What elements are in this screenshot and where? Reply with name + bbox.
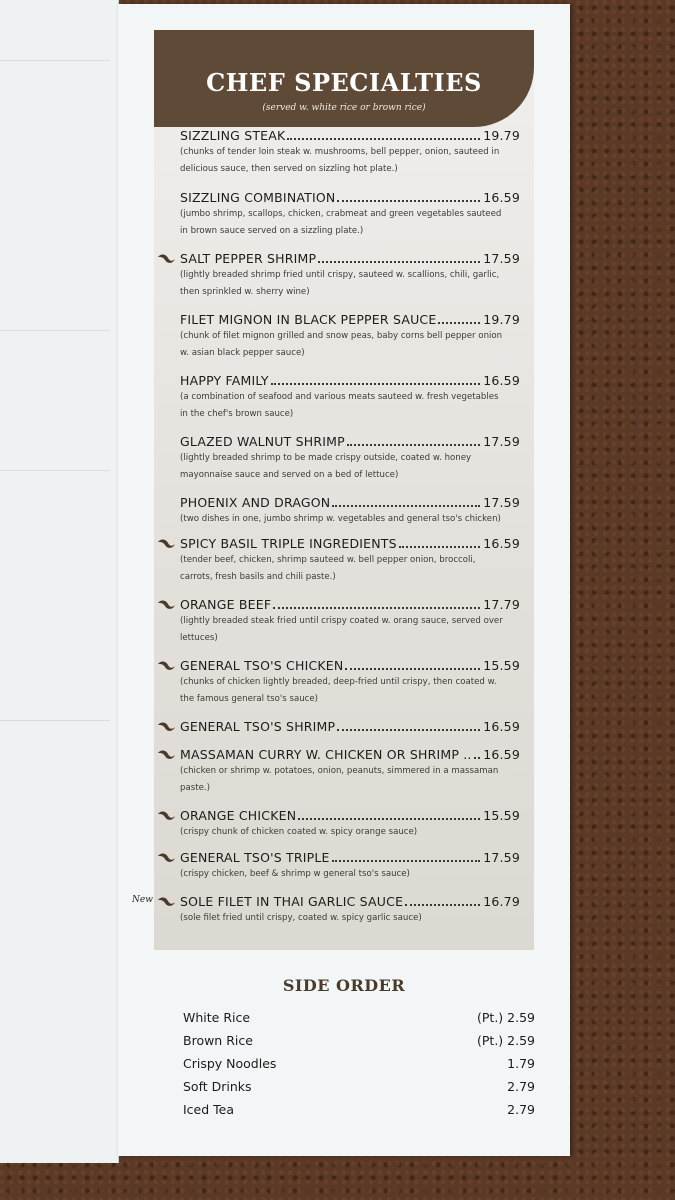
hot-pepper-icon (156, 894, 176, 908)
menu-item-name: SPICY BASIL TRIPLE INGREDIENTS (180, 536, 397, 551)
dot-leader (438, 322, 480, 324)
menu-item-price: 16.59 (483, 190, 520, 205)
menu-item-name: GLAZED WALNUT SHRIMP (180, 434, 345, 449)
menu-item-price: 19.79 (483, 312, 520, 327)
menu-item-header (180, 596, 520, 612)
menu-item-description: (crispy chicken, beef & shrimp w general tso's sauce) (180, 869, 410, 879)
menu-item-name: HAPPY FAMILY (180, 373, 269, 388)
menu-item-name: SIZZLING STEAK (180, 128, 286, 143)
dot-leader (332, 505, 480, 507)
side-order-name: Iced Tea (183, 1102, 235, 1117)
menu-item-header (180, 718, 520, 734)
side-order-row (183, 1079, 535, 1097)
page-subtitle: (served w. white rice or brown rice) (262, 103, 426, 113)
dot-leader (273, 607, 480, 609)
dot-leader (474, 757, 481, 759)
menu-item-header (180, 189, 520, 205)
page-title: CHEF SPECIALTIES (206, 68, 482, 97)
menu-item-description: (two dishes in one, jumbo shrimp w. vegetables and general tso's chicken) (180, 514, 501, 524)
menu-item-description: (lightly breaded shrimp fried until crispy, sauteed w. scallions, chili, garlic, then sprinkled w. sherry wine) (180, 270, 500, 297)
menu-item-header (180, 127, 520, 143)
divider (0, 470, 110, 471)
menu-item-description: (lightly breaded steak fried until crispy coated w. orang sauce, served over lettuces) (180, 616, 503, 643)
menu-item-name: SALT PEPPER SHRIMP (180, 251, 317, 266)
side-order-name: White Rice (183, 1010, 251, 1025)
hot-pepper-icon (156, 747, 176, 761)
menu-item-price: 17.79 (483, 597, 520, 612)
menu-item-description: (chunks of tender loin steak w. mushrooms, bell pepper, onion, sauteed in delicious sauce, then served on sizzling hot plate.) (180, 147, 500, 174)
side-order-name: Crispy Noodles (183, 1056, 277, 1071)
dot-leader (332, 860, 481, 862)
menu-item-name: SOLE FILET IN THAI GARLIC SAUCE (180, 894, 404, 909)
side-order-price: (Pt.) 2.59 (477, 1033, 535, 1048)
dot-leader (337, 729, 480, 731)
divider (0, 720, 110, 721)
side-order-price: 1.79 (507, 1056, 535, 1071)
menu-item-header (180, 311, 520, 327)
side-order-title: SIDE ORDER (282, 976, 406, 995)
menu-item-description: (chunk of filet mignon grilled and snow peas, baby corns bell pepper onion w. asian black pepper sauce) (180, 331, 503, 358)
menu-item-name: GENERAL TSO'S SHRIMP (180, 719, 336, 734)
menu-item-description: (a combination of seafood and various meats sauteed w. fresh vegetables in the chef's brown sauce) (180, 392, 499, 419)
menu-item-header (180, 250, 520, 266)
side-order-row (183, 1056, 535, 1074)
side-order-row (183, 1033, 535, 1051)
menu-item-name: MASSAMAN CURRY W. CHICKEN OR SHRIMP .. (180, 747, 472, 762)
menu-item-price: 17.59 (483, 850, 520, 865)
menu-item-name: SIZZLING COMBINATION (180, 190, 336, 205)
menu-item-description: (tender beef, chicken, shrimp sauteed w. bell pepper onion, broccoli, carrots, fresh basils and chili paste.) (180, 555, 476, 582)
chef-specialties-panel (132, 30, 534, 950)
menu-item-price: 17.59 (483, 434, 520, 449)
new-badge: New (132, 895, 153, 905)
side-order-row (183, 1102, 535, 1120)
menu-item-description: (crispy chunk of chicken coated w. spicy orange sauce) (180, 827, 418, 837)
dot-leader (318, 261, 480, 263)
specialties-banner (154, 30, 534, 127)
menu-item-description: (chicken or shrimp w. potatoes, onion, peanuts, simmered in a massaman paste.) (180, 766, 499, 793)
menu-item-header (180, 849, 520, 865)
dot-leader (345, 668, 480, 670)
menu-item-name: PHOENIX AND DRAGON (180, 495, 331, 510)
menu-item-price: 16.79 (483, 894, 520, 909)
menu-item-header (180, 657, 520, 673)
menu-item-price: 19.79 (483, 128, 520, 143)
divider (0, 330, 110, 331)
menu-item-header (180, 494, 520, 510)
dot-leader (298, 818, 480, 820)
hot-pepper-icon (156, 658, 176, 672)
side-order-price: 2.79 (507, 1102, 535, 1117)
menu-page (118, 4, 570, 1156)
menu-item-name: ORANGE CHICKEN (180, 808, 297, 823)
side-order-price: 2.79 (507, 1079, 535, 1094)
menu-item-name: FILET MIGNON IN BLACK PEPPER SAUCE (180, 312, 437, 327)
side-order-name: Soft Drinks (183, 1079, 252, 1094)
menu-item-header (180, 807, 520, 823)
hot-pepper-icon (156, 719, 176, 733)
menu-item-header (180, 746, 520, 762)
menu-item-name: GENERAL TSO'S TRIPLE (180, 850, 330, 865)
side-order-row (183, 1010, 535, 1028)
adjacent-menu-page (0, 0, 119, 1163)
menu-item-price: 16.59 (483, 373, 520, 388)
hot-pepper-icon (156, 536, 176, 550)
menu-item-header (180, 372, 520, 388)
menu-item-price: 17.59 (483, 495, 520, 510)
menu-item-description: (jumbo shrimp, scallops, chicken, crabmeat and green vegetables sauteed in brown sauce served on a sizzling plate.) (180, 209, 502, 236)
dot-leader (399, 546, 480, 548)
menu-item-name: GENERAL TSO'S CHICKEN (180, 658, 344, 673)
menu-item-price: 15.59 (483, 808, 520, 823)
menu-item-description: (lightly breaded shrimp to be made crispy outside, coated w. honey mayonnaise sauce and served on a bed of lettuce) (180, 453, 472, 480)
menu-item-name: ORANGE BEEF (180, 597, 272, 612)
menu-item-description: (sole filet fried until crispy, coated w. spicy garlic sauce) (180, 913, 422, 923)
hot-pepper-icon (156, 251, 176, 265)
dot-leader (271, 383, 480, 385)
menu-item-header (180, 433, 520, 449)
dot-leader (287, 138, 480, 140)
menu-item-price: 16.59 (483, 747, 520, 762)
dot-leader (337, 200, 480, 202)
menu-item-price: 15.59 (483, 658, 520, 673)
side-order-price: (Pt.) 2.59 (477, 1010, 535, 1025)
side-order-name: Brown Rice (183, 1033, 253, 1048)
divider (0, 60, 110, 61)
menu-item-price: 16.59 (483, 719, 520, 734)
menu-item-price: 16.59 (483, 536, 520, 551)
menu-item-description: (chunks of chicken lightly breaded, deep-fried until crispy, then coated w. the famous general tso's sauce) (180, 677, 497, 704)
menu-item-header (180, 893, 520, 909)
dot-leader (405, 904, 480, 906)
menu-item-price: 17.59 (483, 251, 520, 266)
hot-pepper-icon (156, 597, 176, 611)
hot-pepper-icon (156, 850, 176, 864)
dot-leader (347, 444, 480, 446)
hot-pepper-icon (156, 808, 176, 822)
menu-item-header (180, 535, 520, 551)
